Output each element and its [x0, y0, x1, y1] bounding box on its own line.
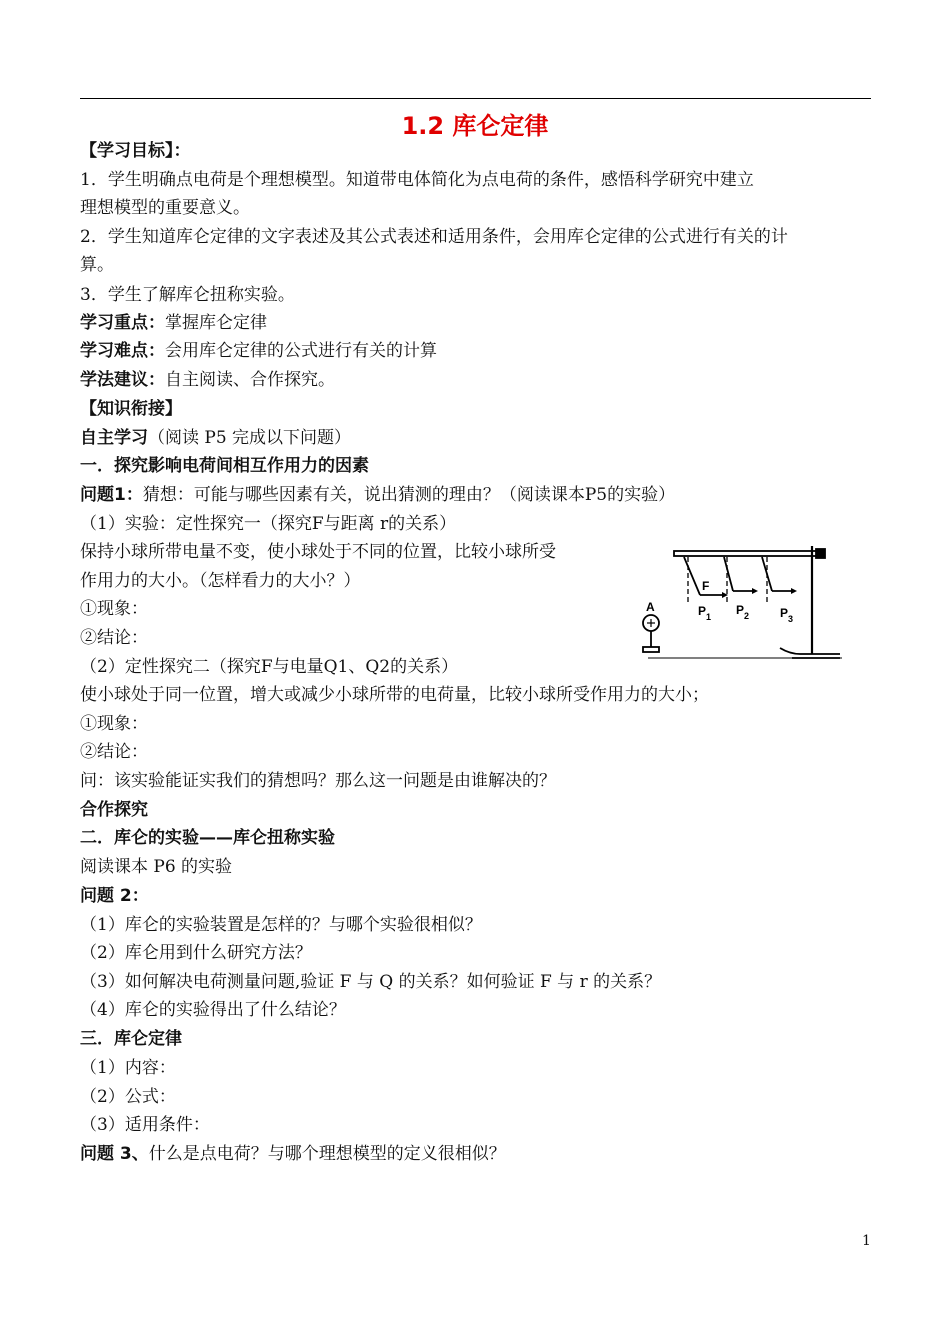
conclusion-2: ②结论：: [80, 742, 148, 762]
support-beam: [674, 551, 820, 556]
arrowhead-3: [791, 588, 797, 594]
ask-line: 问：该实验能证实我们的猜想吗？那么这一问题是由谁解决的？: [80, 771, 556, 791]
law-conditions: （3）适用条件：: [80, 1115, 210, 1135]
objective-3: 3．学生了解库仑扭称实验。: [80, 285, 295, 305]
label-p2-sub: 2: [744, 611, 750, 621]
label-f: F: [702, 579, 710, 593]
question-1: [80, 484, 675, 506]
thread-1: [684, 557, 700, 595]
question-2-1: （1）库仑的实验装置是怎样的？与哪个实验很相似？: [80, 915, 482, 935]
experiment-2: （2）定性探究二（探究F与电量Q1、Q2的关系）: [80, 657, 459, 677]
objective-1b: 理想模型的重要意义。: [80, 198, 250, 218]
question-2-2: （2）库仑用到什么研究方法？: [80, 943, 312, 963]
page-title: 1.2 库仑定律: [401, 112, 549, 140]
arrowhead-2: [752, 588, 758, 594]
read-p6: 阅读课本 P6 的实验: [80, 857, 233, 877]
conclusion-1: ②结论：: [80, 628, 148, 648]
objectives-heading: 【学习目标】：: [80, 141, 191, 161]
question-2-3: （3）如何解决电荷测量问题,验证 F 与 Q 的关系？如何验证 F 与 r 的关系？: [80, 972, 662, 992]
section-3-heading: 三．库仑定律: [80, 1029, 182, 1049]
thread-2: [724, 557, 733, 591]
label-a: A: [646, 600, 655, 614]
label-p1-sub: 1: [706, 612, 712, 622]
diff-label: 学习难点：: [80, 341, 165, 361]
rod-base: [643, 647, 659, 652]
objective-2b: 算。: [80, 255, 114, 275]
method-label: 学法建议：: [80, 370, 165, 390]
experiment-1: （1）实验：定性探究一（探究F与距离 r的关系）: [80, 514, 457, 534]
page-number: 1: [862, 1233, 871, 1249]
law-content: （1）内容：: [80, 1058, 176, 1078]
q3-label: 问题 3、: [80, 1144, 149, 1164]
self-text: （阅读 P5 完成以下问题）: [148, 428, 352, 448]
stand-base: [780, 648, 840, 654]
law-formula: （2）公式：: [80, 1087, 176, 1107]
clamp: [816, 549, 825, 558]
q1-label: 问题1：: [80, 485, 143, 505]
question-2-label: 问题 2：: [80, 886, 149, 906]
self-study: [80, 427, 351, 449]
objective-2a: 2．学生知道库仑定律的文字表述及其公式表述和适用条件，会用库仑定律的公式进行有关的计: [80, 227, 788, 247]
connect-heading: 【知识衔接】: [80, 399, 182, 419]
experiment-2-desc: 使小球处于同一位置，增大或减少小球所带的电荷量，比较小球所受作用力的大小；: [80, 685, 709, 705]
objective-1a: 1．学生明确点电荷是个理想模型。知道带电体简化为点电荷的条件，感悟科学研究中建立: [80, 170, 754, 190]
key-label: 学习重点：: [80, 313, 165, 333]
phenomenon-1: ①现象：: [80, 599, 148, 619]
diff-text: 会用库仑定律的公式进行有关的计算: [165, 341, 437, 361]
header-rule: [80, 98, 871, 99]
experiment-1-desc-a: 保持小球所带电量不变，使小球处于不同的位置，比较小球所受: [80, 542, 556, 562]
label-p2: P: [736, 603, 745, 617]
phenomenon-2: ①现象：: [80, 714, 148, 734]
method-text: 自主阅读、合作探究。: [165, 370, 335, 390]
label-p3-sub: 3: [788, 614, 794, 624]
experiment-1-desc-b: 作用力的大小。（怎样看力的大小？）: [80, 571, 361, 591]
difficulty: [80, 340, 437, 362]
section-1-heading: 一．探究影响电荷间相互作用力的因素: [80, 456, 369, 476]
label-p1: P: [698, 604, 707, 618]
label-p3: P: [780, 606, 789, 620]
self-label: 自主学习: [80, 428, 148, 448]
key-point: [80, 312, 267, 334]
method: [80, 369, 335, 391]
question-3: [80, 1143, 506, 1165]
key-text: 掌握库仑定律: [165, 313, 267, 333]
coulomb-apparatus-figure: [640, 541, 842, 661]
q3-text: 什么是点电荷？与哪个理想模型的定义很相似？: [148, 1144, 506, 1164]
section-2-heading: 二．库仑的实验——库仑扭称实验: [80, 828, 335, 848]
q1-text: 猜想：可能与哪些因素有关，说出猜测的理由？（阅读课本P5的实验）: [142, 485, 676, 505]
coop-heading: 合作探究: [80, 800, 148, 820]
question-2-4: （4）库仑的实验得出了什么结论？: [80, 1000, 346, 1020]
